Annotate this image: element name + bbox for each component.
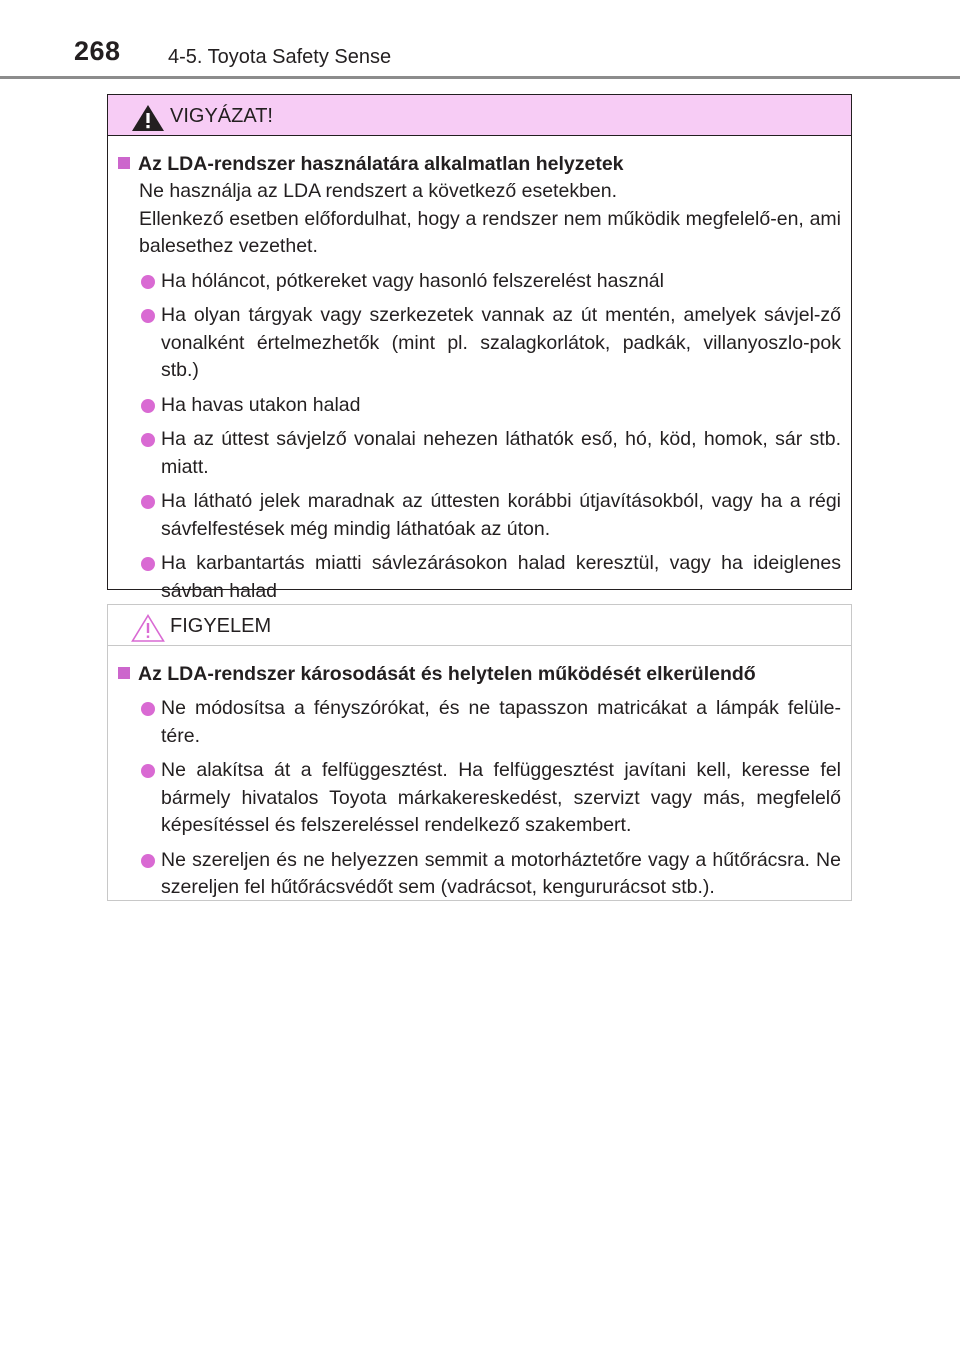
bullet-dot-icon <box>141 495 155 509</box>
bullet-dot-icon <box>141 702 155 716</box>
bullet-dot-icon <box>141 309 155 323</box>
warning-subhead <box>116 150 841 178</box>
caution-triangle-icon <box>130 613 166 643</box>
list-item-text: Ne módosítsa a fényszórókat, és ne tapasszon matricákat a lámpák felüle-tére. <box>161 697 841 747</box>
bullet-dot-icon <box>141 764 155 778</box>
warning-intro-2: Ellenkező esetben előfordulhat, hogy a rendszer nem működik megfelelő-en, ami balesethez vezethet. <box>139 207 841 257</box>
list-item-text: Ha havas utakon halad <box>161 393 361 416</box>
warning-triangle-icon <box>130 103 166 133</box>
bullet-dot-icon <box>141 275 155 289</box>
square-bullet-icon <box>118 157 130 169</box>
warning-intro-1: Ne használja az LDA rendszert a következő esetekben. <box>139 180 618 202</box>
notice-header <box>108 605 851 646</box>
page-number: 268 <box>74 36 121 66</box>
warning-header <box>108 95 851 136</box>
notice-subhead-text: Az LDA-rendszer károsodását és helytelen működését elkerülendő <box>138 663 756 685</box>
list-item-text: Ha olyan tárgyak vagy szerkezetek vannak az út mentén, amelyek sávjel-ző vonalként értelmezhetők (mint pl. szalagkorlátok, padkák, villanyoszlo-pok stb.) <box>161 304 841 381</box>
list-item <box>139 847 841 902</box>
list-item <box>139 426 841 481</box>
list-item-text: Ha az úttest sávjelző vonalai nehezen láthatók eső, hó, köd, homok, sár stb. miatt. <box>161 428 841 478</box>
page-header <box>0 0 960 80</box>
list-item <box>139 757 841 840</box>
list-item <box>139 695 841 750</box>
warning-body <box>108 136 851 605</box>
warning-title: VIGYÁZAT! <box>170 105 273 127</box>
list-item <box>139 268 841 296</box>
warning-subhead-text: Az LDA-rendszer használatára alkalmatlan helyzetek <box>138 153 624 175</box>
list-item <box>139 550 841 605</box>
notice-box <box>107 604 852 901</box>
list-item-text: Ne alakítsa át a felfüggesztést. Ha felfüggesztést javítani kell, keresse fel bármely hivatalos Toyota márkakereskedést, szervizt vagy más, megfelelő képesítéssel és felszereléssel rendelkező szakembert. <box>161 759 841 836</box>
bullet-dot-icon <box>141 433 155 447</box>
list-item <box>139 488 841 543</box>
notice-title: FIGYELEM <box>170 615 272 637</box>
warning-box <box>107 94 852 602</box>
list-item-text: Ha hóláncot, pótkereket vagy hasonló felszerelést használ <box>161 269 664 292</box>
section-title: 4-5. Toyota Safety Sense <box>168 46 392 68</box>
square-bullet-icon <box>118 667 130 679</box>
list-item-text: Ha karbantartás miatti sávlezárásokon halad keresztül, vagy ha ideiglenes sávban halad <box>161 552 841 602</box>
notice-body <box>108 646 851 902</box>
list-item <box>139 392 841 420</box>
list-item-text: Ne szereljen és ne helyezzen semmit a motorháztetőre vagy a hűtőrácsra. Ne szereljen fel hűtőrácsvédőt sem (vadrácsot, kengururácsot stb.). <box>161 848 841 898</box>
list-item <box>139 302 841 385</box>
list-item-text: Ha látható jelek maradnak az úttesten korábbi útjavításokból, vagy ha a régi sávfelfestések még mindig láthatóak az úton. <box>161 490 841 540</box>
bullet-dot-icon <box>141 557 155 571</box>
header-divider <box>0 76 960 79</box>
bullet-dot-icon <box>141 854 155 868</box>
notice-subhead <box>116 660 841 688</box>
bullet-dot-icon <box>141 399 155 413</box>
